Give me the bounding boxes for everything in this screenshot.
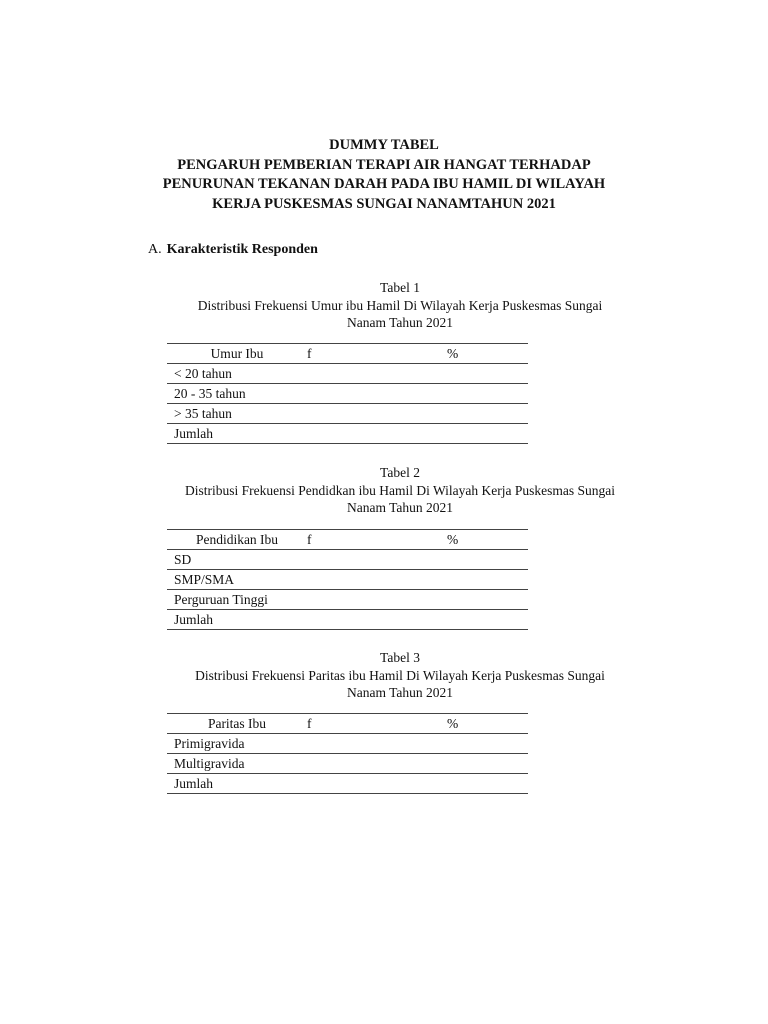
table-1-caption [0,279,768,332]
table-row [167,610,528,630]
table-3-caption [0,649,768,702]
row-label: Jumlah [167,774,307,794]
row-label: 20 - 35 tahun [167,384,307,404]
table-row [167,364,528,384]
row-label: Jumlah [167,610,307,630]
table-header-row [167,530,528,550]
table-1 [167,343,528,444]
table-3 [167,713,528,794]
header-percent: % [417,714,528,734]
row-label: SD [167,550,307,570]
section-letter: A. [148,242,162,257]
table-header-row [167,344,528,364]
table-1-caption-line-2: Nanam Tahun 2021 [346,315,454,330]
header-percent: % [417,530,528,550]
row-label: Primigravida [167,734,307,754]
table-row [167,754,528,774]
row-label: > 35 tahun [167,404,307,424]
table-row [167,404,528,424]
table-row [167,774,528,794]
row-label: Perguruan Tinggi [167,590,307,610]
row-label: Multigravida [167,754,307,774]
section-title: Karakteristik Responden [166,242,318,257]
table-2-caption-line-2: Nanam Tahun 2021 [346,500,454,515]
row-label: Jumlah [167,424,307,444]
table-2-caption [0,464,768,517]
table-2-caption-line-1: Distribusi Frekuensi Pendidkan ibu Hamil Di Wilayah Kerja Puskesmas Sungai [184,482,616,498]
row-label: < 20 tahun [167,364,307,384]
table-2-label: Tabel 2 [380,465,420,480]
row-label: SMP/SMA [167,570,307,590]
table-row [167,590,528,610]
header-f: f [307,344,417,364]
title-line-1: DUMMY TABEL [329,137,439,153]
header-f: f [307,530,417,550]
table-row [167,424,528,444]
table-row [167,570,528,590]
table-row [167,550,528,570]
header-category: Paritas Ibu [167,714,307,734]
header-f: f [307,714,417,734]
table-1-label: Tabel 1 [380,280,420,295]
title-line-3: PENURUNAN TEKANAN DARAH PADA IBU HAMIL DI WILAYAH [162,176,606,192]
table-3-label: Tabel 3 [380,650,420,665]
title-line-4: KERJA PUSKESMAS SUNGAI NANAMTAHUN 2021 [212,195,556,212]
table-2 [167,529,528,630]
table-3-caption-line-1: Distribusi Frekuensi Paritas ibu Hamil Di Wilayah Kerja Puskesmas Sungai [195,667,605,683]
document-title [0,136,768,214]
table-1-caption-line-1: Distribusi Frekuensi Umur ibu Hamil Di Wilayah Kerja Puskesmas Sungai [197,297,603,313]
header-category: Umur Ibu [167,344,307,364]
title-line-2: PENGARUH PEMBERIAN TERAPI AIR HANGAT TERHADAP [177,156,591,173]
table-row [167,734,528,754]
table-row [167,384,528,404]
table-3-caption-line-2: Nanam Tahun 2021 [346,685,454,700]
header-percent: % [417,344,528,364]
table-header-row [167,714,528,734]
header-category: Pendidikan Ibu [167,530,307,550]
section-heading [148,242,318,258]
